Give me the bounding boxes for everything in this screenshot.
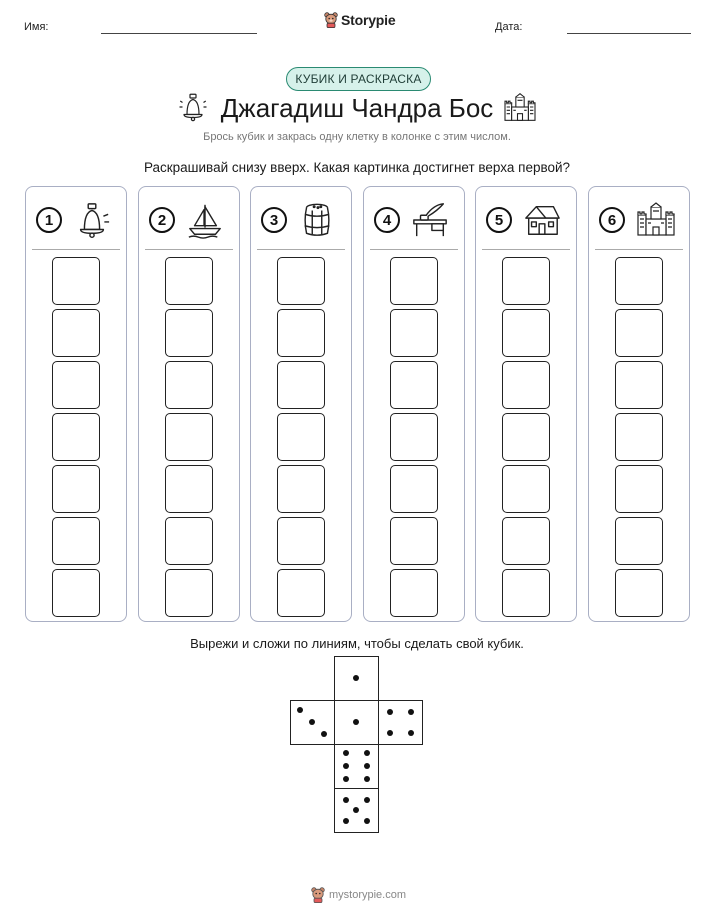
color-cell[interactable] — [52, 413, 100, 461]
column-2 — [138, 186, 240, 622]
column-number: 5 — [486, 207, 512, 233]
instruction: Раскрашивай снизу вверх. Какая картинка достигнет верха первой? — [143, 160, 571, 175]
color-cell[interactable] — [615, 569, 663, 617]
column-divider — [370, 249, 458, 250]
dice-pip — [343, 797, 349, 803]
desk-inkwell-icon — [410, 201, 450, 239]
name-line[interactable] — [101, 33, 257, 34]
color-cell[interactable] — [615, 413, 663, 461]
dice-pip — [364, 818, 370, 824]
subtitle: Брось кубик и закрась одну клетку в колонке с этим числом. — [203, 131, 511, 143]
color-cell[interactable] — [502, 413, 550, 461]
dice-pip — [353, 719, 359, 725]
bear-mascot-icon — [311, 887, 325, 903]
column-divider — [257, 249, 345, 250]
dice-face — [334, 744, 379, 789]
color-cell[interactable] — [615, 309, 663, 357]
color-cell[interactable] — [165, 309, 213, 357]
column-header — [251, 187, 351, 249]
column-number: 6 — [599, 207, 625, 233]
footer — [311, 887, 406, 903]
dice-pip — [343, 763, 349, 769]
dice-pip — [408, 730, 414, 736]
color-cell[interactable] — [165, 361, 213, 409]
color-cell[interactable] — [165, 517, 213, 565]
color-cell[interactable] — [52, 309, 100, 357]
dice-pip — [343, 750, 349, 756]
barrel-icon — [297, 201, 337, 239]
dice-pip — [353, 675, 359, 681]
dice-pip — [321, 731, 327, 737]
column-header — [589, 187, 689, 249]
column-header — [476, 187, 576, 249]
color-cell[interactable] — [502, 257, 550, 305]
color-cell[interactable] — [502, 465, 550, 513]
color-cell[interactable] — [390, 309, 438, 357]
column-4 — [363, 186, 465, 622]
house-icon — [522, 201, 562, 239]
color-cell[interactable] — [52, 569, 100, 617]
dice-pip — [387, 730, 393, 736]
brand-name: Storypie — [341, 12, 396, 28]
color-cell[interactable] — [390, 361, 438, 409]
dice-face — [334, 700, 379, 745]
column-1 — [25, 186, 127, 622]
color-cell[interactable] — [52, 361, 100, 409]
column-number: 4 — [374, 207, 400, 233]
color-cell[interactable] — [277, 413, 325, 461]
column-header — [26, 187, 126, 249]
name-label: Имя: — [24, 21, 49, 33]
color-cell[interactable] — [390, 413, 438, 461]
dice-face — [334, 656, 379, 701]
color-cell[interactable] — [390, 569, 438, 617]
bear-mascot-icon — [324, 12, 338, 28]
dice-face — [290, 700, 335, 745]
color-cell[interactable] — [502, 309, 550, 357]
color-cell[interactable] — [52, 465, 100, 513]
sailboat-icon — [185, 201, 225, 239]
color-cell[interactable] — [165, 257, 213, 305]
column-5 — [475, 186, 577, 622]
column-6 — [588, 186, 690, 622]
cut-instruction: Вырежи и сложи по линиям, чтобы сделать свой кубик. — [190, 636, 524, 651]
color-cell[interactable] — [502, 569, 550, 617]
dice-pip — [364, 763, 370, 769]
color-cell[interactable] — [390, 465, 438, 513]
dice-pip — [353, 807, 359, 813]
column-number: 3 — [261, 207, 287, 233]
color-cell[interactable] — [277, 465, 325, 513]
column-3 — [250, 186, 352, 622]
dice-pip — [364, 776, 370, 782]
color-cell[interactable] — [390, 517, 438, 565]
color-cell[interactable] — [277, 257, 325, 305]
column-divider — [482, 249, 570, 250]
color-cell[interactable] — [52, 257, 100, 305]
dice-pip — [297, 707, 303, 713]
activity-badge: КУБИК И РАСКРАСКА — [286, 67, 431, 91]
dice-pip — [387, 709, 393, 715]
dice-pip — [364, 797, 370, 803]
color-cell[interactable] — [165, 465, 213, 513]
palace-icon — [502, 92, 538, 122]
bell-icon — [72, 201, 112, 239]
column-divider — [32, 249, 120, 250]
color-cell[interactable] — [615, 361, 663, 409]
column-header — [364, 187, 464, 249]
color-cell[interactable] — [277, 569, 325, 617]
color-cell[interactable] — [165, 413, 213, 461]
date-line[interactable] — [567, 33, 691, 34]
color-cell[interactable] — [390, 257, 438, 305]
date-label: Дата: — [495, 21, 523, 33]
color-cell[interactable] — [277, 309, 325, 357]
column-number: 2 — [149, 207, 175, 233]
column-header — [139, 187, 239, 249]
color-cell[interactable] — [52, 517, 100, 565]
color-cell[interactable] — [165, 569, 213, 617]
page-title: Джагадиш Чандра Бос — [220, 93, 494, 123]
color-cell[interactable] — [502, 361, 550, 409]
color-cell[interactable] — [615, 517, 663, 565]
column-number: 1 — [36, 207, 62, 233]
column-divider — [145, 249, 233, 250]
color-cell[interactable] — [277, 361, 325, 409]
dice-pip — [309, 719, 315, 725]
storypie-logo — [324, 12, 395, 28]
dice-face — [334, 788, 379, 833]
dice-pip — [364, 750, 370, 756]
footer-url: mystorypie.com — [329, 889, 407, 901]
dice-pip — [343, 776, 349, 782]
dice-pip — [343, 818, 349, 824]
dice-face — [378, 700, 423, 745]
column-divider — [595, 249, 683, 250]
color-cell[interactable] — [277, 517, 325, 565]
color-cell[interactable] — [615, 465, 663, 513]
color-cell[interactable] — [502, 517, 550, 565]
palace-icon — [635, 201, 675, 239]
color-cell[interactable] — [615, 257, 663, 305]
dice-pip — [408, 709, 414, 715]
